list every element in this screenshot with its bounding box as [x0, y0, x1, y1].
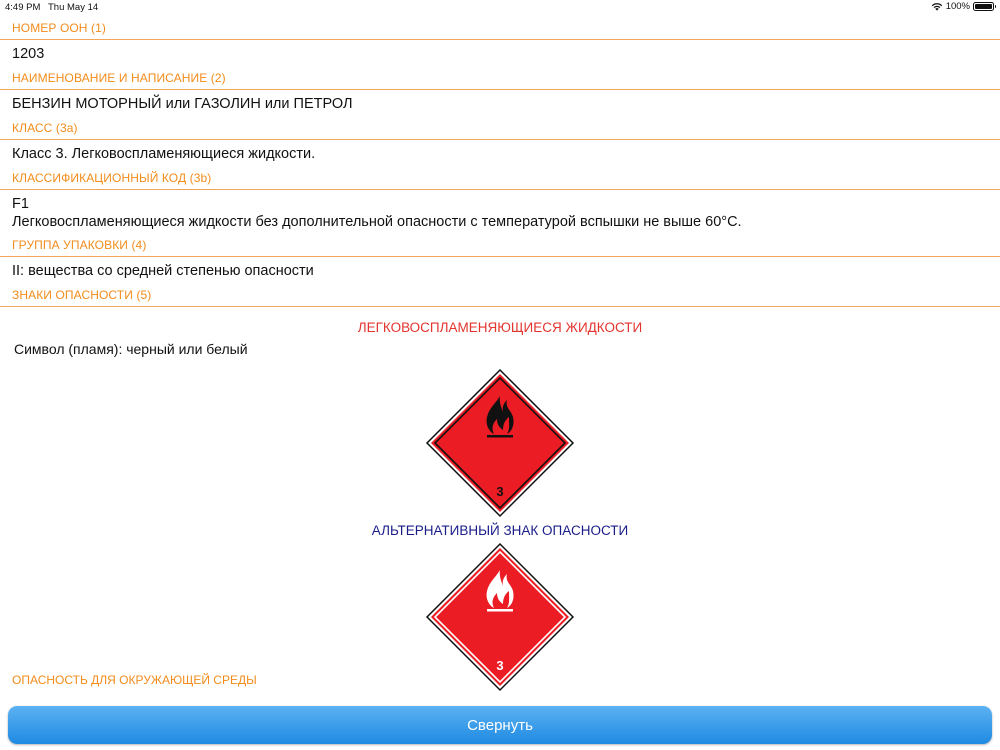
- un-number-value: 1203: [12, 46, 45, 62]
- alt-placard-class-number: 3: [496, 658, 504, 673]
- name-value: БЕНЗИН МОТОРНЫЙ или ГАЗОЛИН или ПЕТРОЛ: [12, 96, 353, 112]
- hazard-signs-header: ЗНАКИ ОПАСНОСТИ (5): [0, 283, 1000, 307]
- classification-code: F1: [12, 196, 29, 212]
- status-bar: [0, 0, 1000, 16]
- hazard-title: ЛЕГКОВОСПЛАМЕНЯЮЩИЕСЯ ЖИДКОСТИ: [357, 320, 643, 335]
- status-right: [931, 1, 994, 12]
- alt-hazard-title: АЛЬТЕРНАТИВНЫЙ ЗНАК ОПАСНОСТИ: [371, 523, 629, 538]
- wifi-icon: [931, 2, 943, 11]
- classification-code-header: КЛАССИФИКАЦИОННЫЙ КОД (3b): [0, 166, 1000, 190]
- collapse-button[interactable]: Свернуть: [8, 706, 992, 744]
- battery-icon: [973, 2, 994, 11]
- battery-percent: 100%: [945, 1, 970, 12]
- name-header: НАИМЕНОВАНИЕ И НАПИСАНИЕ (2): [0, 66, 1000, 90]
- un-number-header: НОМЕР ООН (1): [0, 16, 1000, 40]
- details-scroll-view[interactable]: [0, 16, 1000, 698]
- packing-group-value: II: вещества со средней степенью опасности: [12, 263, 314, 279]
- status-time: 4:49 PM: [5, 2, 41, 13]
- flammable-liquid-placard: [425, 368, 575, 518]
- classification-description: Легковоспламеняющиеся жидкости без дополнительной опасности с температурой вспышки не выше 60°C.: [12, 214, 742, 230]
- classification-code-value: [0, 190, 1000, 233]
- placard-class-number: 3: [496, 484, 504, 499]
- environment-hazard-header: ОПАСНОСТЬ ДЛЯ ОКРУЖАЮЩЕЙ СРЕДЫ: [12, 673, 257, 687]
- class-header: КЛАСС (3а): [0, 116, 1000, 140]
- status-date: Thu May 14: [48, 2, 99, 13]
- symbol-note: Символ (пламя): черный или белый: [14, 341, 248, 357]
- alt-flammable-liquid-placard: [425, 542, 575, 692]
- packing-group-header: ГРУППА УПАКОВКИ (4): [0, 233, 1000, 257]
- class-value: Класс 3. Легковоспламеняющиеся жидкости.: [12, 146, 316, 162]
